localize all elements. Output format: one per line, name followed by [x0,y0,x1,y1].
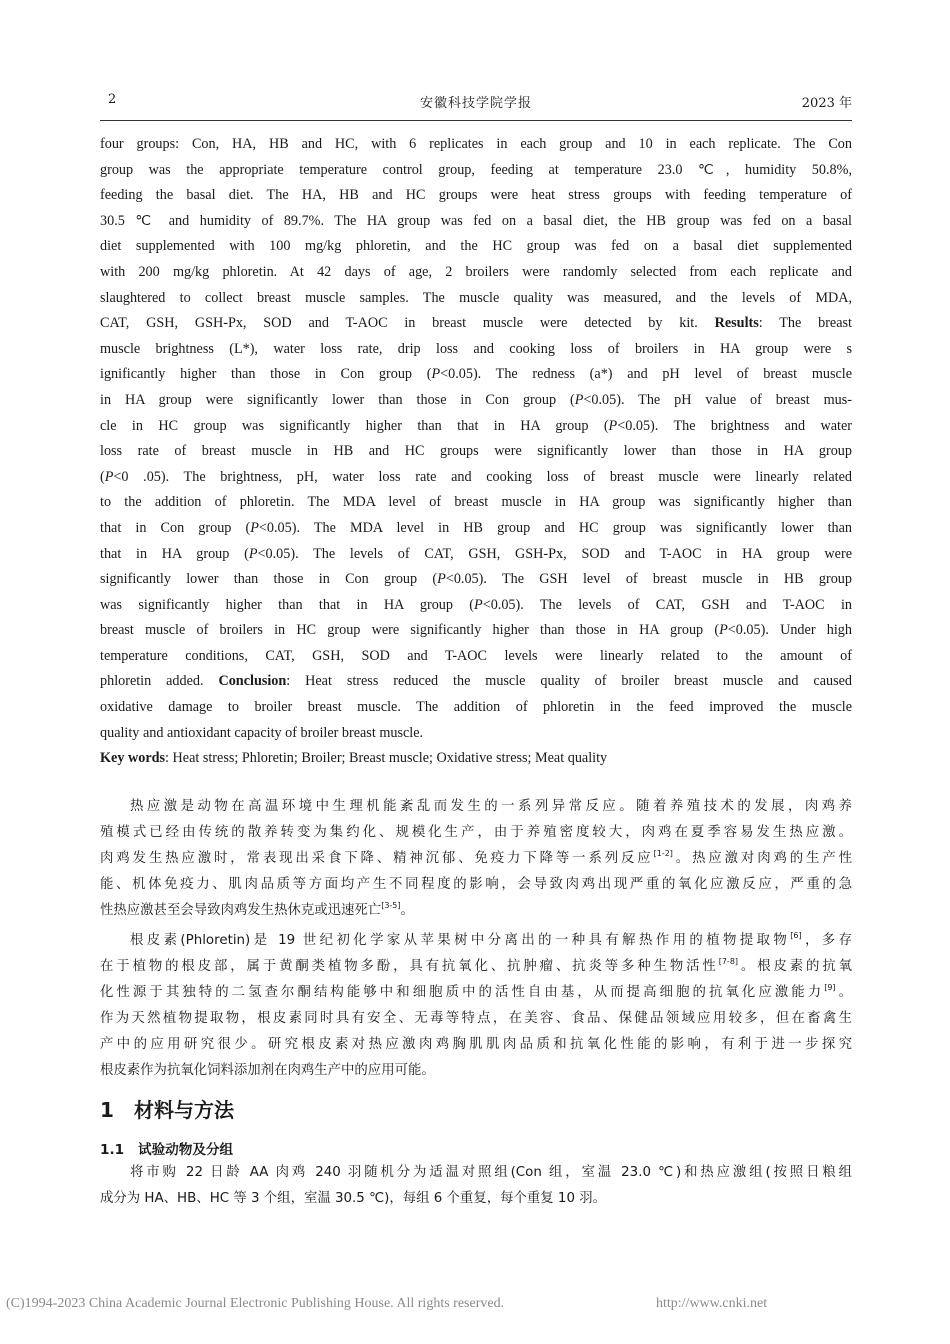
abstract-text: that in HA group ( [100,545,249,562]
page-number: 2 [108,92,117,107]
abstract-text: <0.05). The pH value of breast mus- [583,391,852,408]
abstract-text: <0.05). Under high [727,622,852,639]
header-rule [100,120,852,121]
results-label: Results [714,315,759,332]
abstract-line: slaughtered to collect breast muscle samples. The muscle quality was measured, and the levels of MDA, [100,289,852,306]
paragraph-line [100,954,852,980]
abstract-line: group was the appropriate temperature control group, feeding at temperature 23.0 ℃, humidity 50.8%, [100,161,852,178]
abstract-text: significantly lower than those in Con group ( [100,571,438,588]
p-symbol: P [474,596,483,613]
abstract-line: muscle brightness (L*), water loss rate, drip loss and cooking loss of broilers in HA group were s [100,340,852,357]
abstract-line [100,414,852,440]
abstract-line [100,593,852,619]
abstract-line: quality and antioxidant capacity of broiler breast muscle. [100,724,424,741]
paragraph-line: 根皮素作为抗氧化饲料添加剂在肉鸡生产中的应用可能。 [100,1063,435,1078]
section-title: 材料与方法 [134,1098,234,1122]
abstract-text: <0.05). The MDA level in HB group and HC group was significantly lower than [258,519,852,536]
paragraph-text: ，多存 [801,933,852,948]
subsection-title: 试验动物及分组 [138,1142,234,1158]
paragraph-text: 。 [835,985,853,1000]
abstract-text: ( [100,468,105,485]
abstract-line: 30.5 ℃ and humidity of 89.7%. The HA group was fed on a basal diet, the HB group was fed on a basal [100,212,852,229]
p-symbol: P [431,366,441,383]
intro-paragraph-1 [100,794,852,924]
paragraph-text: 。 [400,903,414,918]
abstract-line [100,362,852,388]
cnki-link[interactable]: http://www.cnki.net [656,1296,768,1311]
citation: [9] [824,983,836,992]
page-footer [0,1296,950,1316]
paragraph-line: 殖模式已经由传统的散养转变为集约化、规模化生产，由于养殖密度较大，肉鸡在夏季容易发生热应激。 [100,825,852,840]
abstract-line: loss rate of breast muscle in HB and HC groups were significantly lower than those in HA group [100,443,852,460]
citation: [6] [790,931,802,940]
citation: [7-8] [718,957,739,966]
paragraph-line: 产中的应用研究很少。研究根皮素对热应激肉鸡胸肌肌肉品质和抗氧化性能的影响，有利于进一步探究 [100,1037,852,1052]
abstract-line: oxidative damage to broiler breast muscle. The addition of phloretin in the feed improved the muscle [100,699,852,716]
citation: [1-2] [653,849,673,858]
paragraph-line [100,980,852,1006]
p-symbol: P [574,391,584,408]
keywords-label: Key words [100,750,166,766]
paragraph-line: 成分为 HA、HB、HC 等 3 个组，室温 30.5 ℃)，每组 6 个重复，每个重复 10 羽。 [100,1191,606,1206]
abstract-text: in HA group were significantly lower than those in Con group ( [100,391,575,408]
abstract-text: <0.05). The levels of CAT, GSH, GSH-Px, SOD and T-AOC in HA group were [257,545,852,562]
abstract-line [100,542,852,568]
paragraph-line: 作为天然植物提取物，根皮素同时具有安全、无毒等特点，在美容、食品、保健品领域应用较多，但在畜禽生 [100,1011,852,1026]
paragraph-text: 。热应激对肉鸡的生产性 [672,851,853,866]
paragraph-line: 能、机体免疫力、肌肉品质等方面均产生不同程度的影响，会导致肉鸡出现严重的氧化应激反应，严重的急 [100,877,852,892]
abstract-line: feeding the basal diet. The HA, HB and HC groups were heat stress groups with feeding temperature of [100,187,852,204]
abstract-text: : The breast [758,315,852,332]
p-symbol: P [248,545,258,562]
abstract-line [100,669,852,695]
keywords [100,747,852,769]
running-head [100,92,852,114]
abstract-line [100,311,852,337]
abstract-line: diet supplemented with 100 mg/kg phloretin, and the HC group was fed on a basal diet supplemented [100,238,852,255]
english-abstract [100,132,852,746]
abstract-line: temperature conditions, CAT, GSH, SOD and T-AOC levels were linearly related to the amount of [100,647,852,664]
methods-paragraph [100,1160,852,1212]
copyright-notice: (C)1994-2023 China Academic Journal Electronic Publishing House. All rights reserved. [6,1296,505,1311]
subsection-number: 1.1 [100,1142,125,1158]
paragraph-line [100,928,852,954]
p-symbol: P [608,417,618,434]
paragraph-line [100,846,852,872]
journal-title: 安徽科技学院学报 [419,96,532,111]
abstract-line [100,388,852,414]
abstract-line [100,567,852,593]
subsection-heading [100,1138,233,1158]
abstract-text: breast muscle of broilers in HC group were significantly higher than those in HA group ( [100,622,720,639]
paragraph-text: 根皮素(Phloretin)是 19 世纪初化学家从苹果树中分离出的一种具有解热作用的植物提取物 [130,933,791,948]
abstract-text: <0 .05). The brightness, pH, water loss rate and cooking loss of breast muscle were linearly related [113,468,852,485]
paragraph-line: 热应激是动物在高温环境中生理机能紊乱而发生的一系列异常反应。随着养殖技术的发展，肉鸡养 [130,799,852,814]
p-symbol: P [104,468,114,485]
citation: [3-5] [381,901,401,910]
abstract-line [100,465,852,491]
intro-paragraph-2 [100,928,852,1084]
abstract-text: : Heat stress reduced the muscle quality of broiler breast muscle and caused [286,673,852,690]
abstract-text: CAT, GSH, GSH-Px, SOD and T-AOC in breast muscle were detected by kit. [100,315,698,332]
abstract-line: with 200 mg/kg phloretin. At 42 days of age, 2 broilers were randomly selected from each replicate and [100,263,852,280]
abstract-line: to the addition of phloretin. The MDA level of breast muscle in HA group was significantly higher than [100,494,852,511]
abstract-text: that in Con group ( [100,519,251,536]
abstract-text: <0.05). The GSH level of breast muscle in HB group [445,571,852,588]
p-symbol: P [437,571,446,588]
paragraph-line [100,898,852,924]
section-heading [100,1094,234,1123]
paragraph-text: 化性源于其独特的二氢查尔酮结构能够中和细胞质中的活性自由基，从而提高细胞的抗氧化应激能力 [100,985,825,1000]
paragraph-line: 将市购 22 日龄 AA 肉鸡 240 羽随机分为适温对照组(Con 组，室温 23.0 ℃)和热应激组(按照日粮组 [130,1165,852,1180]
abstract-text: <0.05). The brightness and water [617,417,852,434]
abstract-text: phloretin added. [100,673,204,690]
abstract-line [100,618,852,644]
abstract-line: four groups: Con, HA, HB and HC, with 6 replicates in each group and 10 in each replicate. The Con [100,136,852,152]
abstract-text: ignificantly higher than those in Con group ( [100,366,432,383]
p-symbol: P [250,519,259,536]
keywords-text: : Heat stress; Phloretin; Broiler; Breast muscle; Oxidative stress; Meat quality [165,750,608,766]
issue-year: 2023 年 [801,96,852,111]
paragraph-text: 。根皮素的抗氧 [738,959,853,974]
paragraph-text: 性热应激甚至会导致肉鸡发生热休克或迅速死亡 [100,903,382,918]
paragraph-text: 在于植物的根皮部，属于黄酮类植物多酚，具有抗氧化、抗肿瘤、抗炎等多种生物活性 [100,959,719,974]
section-number: 1 [100,1098,114,1122]
p-symbol: P [719,622,728,639]
conclusion-label: Conclusion [218,673,287,690]
abstract-text: <0.05). The levels of CAT, GSH and T-AOC in [482,596,852,613]
paragraph-text: 肉鸡发生热应激时，常表现出采食下降、精神沉郁、免疫力下降等一系列反应 [100,851,654,866]
abstract-text: was significantly higher than that in HA group ( [100,596,475,613]
abstract-line [100,516,852,542]
abstract-text: <0.05). The redness (a*) and pH level of breast muscle [440,366,853,383]
abstract-text: cle in HC group was significantly higher than that in HA group ( [100,417,609,434]
